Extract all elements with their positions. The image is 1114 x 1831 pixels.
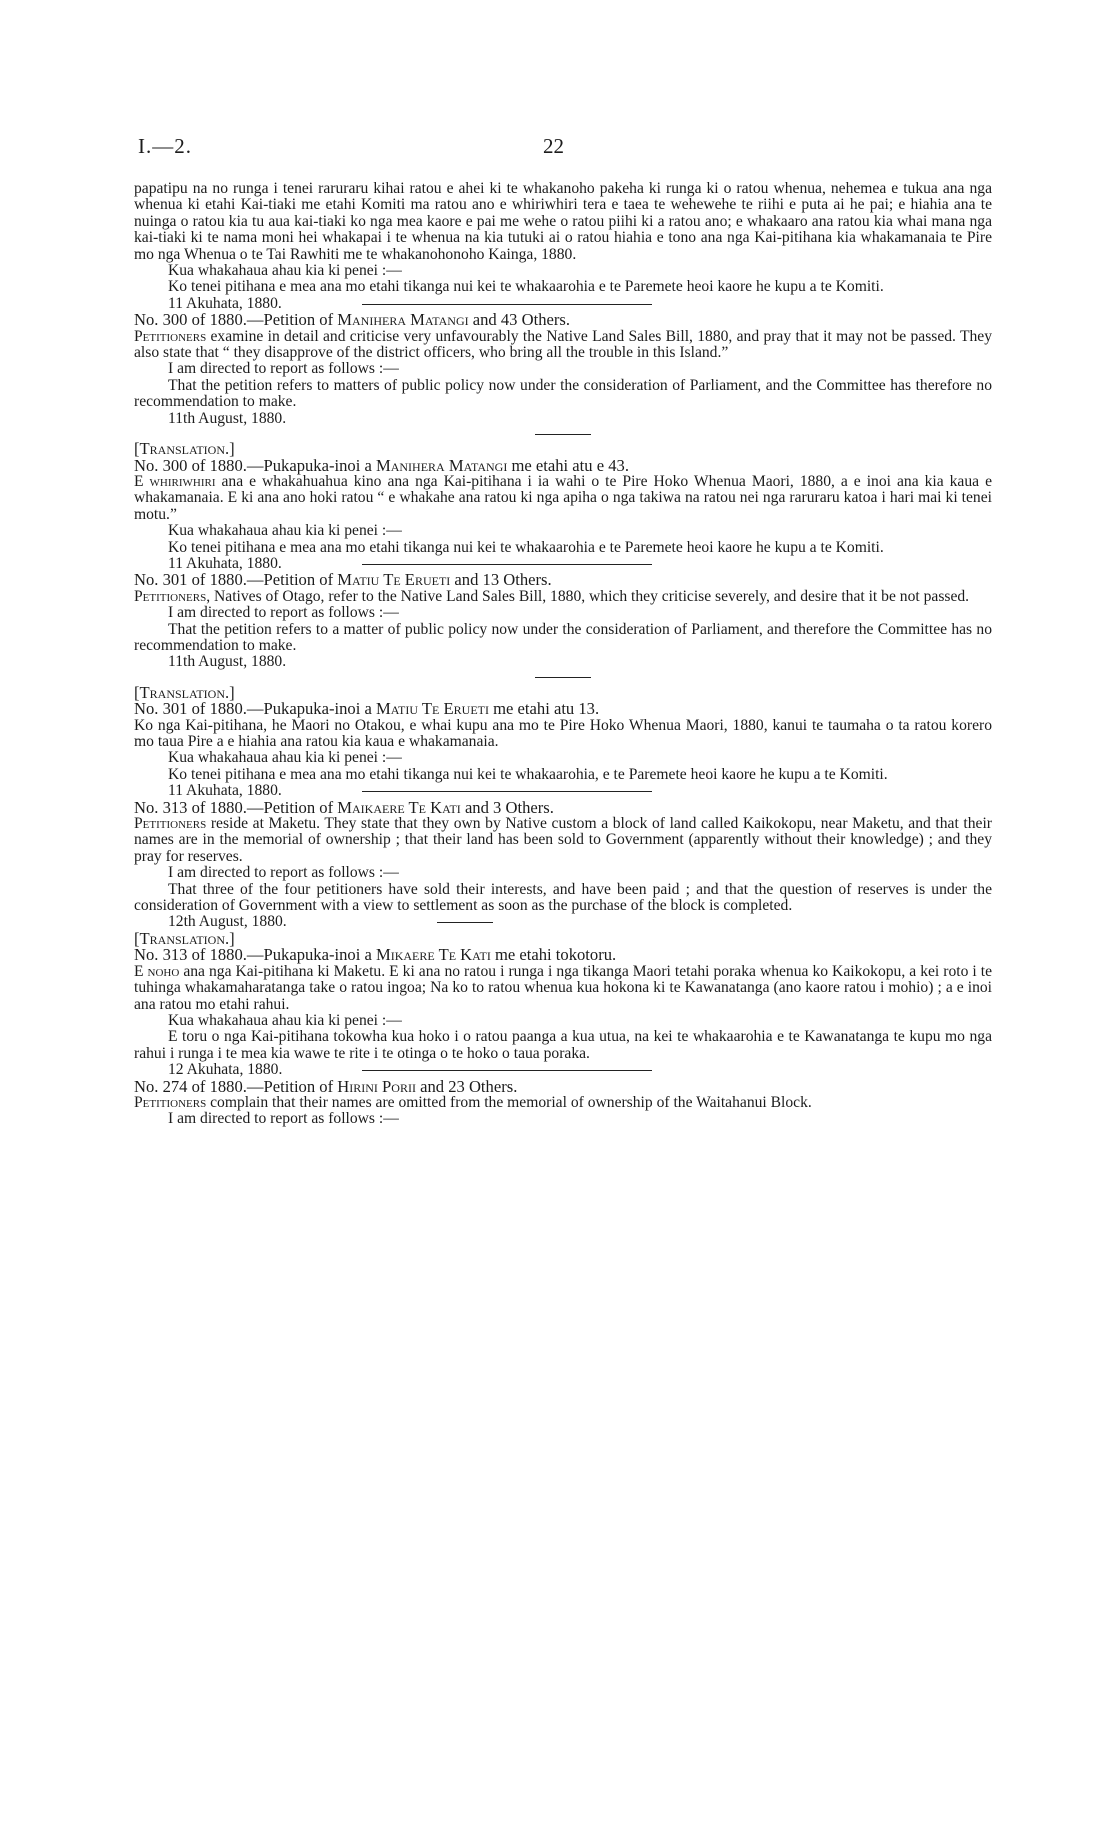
translation-301-directed: Kua whakahaua ahau kia ki penei :— [168,749,402,767]
translation-313-label: [Translation.] [134,928,235,948]
petition-300-report: That the petition refers to matters of public policy now under the consideration of Parliament, and the Committee has therefore no recommendation to make. [134,376,992,411]
intro-paragraph: papatipu na no runga i tenei raruraru kihai ratou e ahei ki te whakanoho pakeha ki runga ki o ratou whenua, nehemea e tukua ana nga whenua ki etahi Kai-tiaki me etahi Komiti ma ratou ano e whiriwhiri tera e taea te wehewehe te riihi e puta ai he pai; e hiahia ana te nuinga o ratou kia tu aua kai-tiaki ko nga mea kaore e pai me wehe o ratou piihi ki a ratou ano; e whakaaro ana ratou kia whai mana nga kai-tiaki ki te nama moni hei whakapai i te whenua na kia tutuki ai o ratou hiahia e tono ana nga Kai-pitihana kia whakamanaia te Pire mo nga Whenua o te Tai Rawhiti me te whakanohonoho Kainga, 1880. [134,180,992,263]
petition-313-date: 12th August, 1880. [168,913,287,931]
translation-313-directed: Kua whakahaua ahau kia ki penei :— [168,1011,402,1029]
translation-301-label: [Translation.] [134,682,235,702]
petition-301-report: That the petition refers to a matter of public policy now under the consideration of Parliament, and therefore the Committee has no recommendation to make. [134,620,992,654]
short-divider [535,677,591,678]
translation-301-report: Ko tenei pitihana e mea ana mo etahi tikanga nui kei te whakaarohia, e te Paremete heoi kaore he kupu a te Komiti. [168,765,888,783]
translation-301-title: No. 301 of 1880.—Pukapuka-inoi a Matiu Te Erueti me etahi atu 13. [134,699,600,719]
translation-313-body: E noho ana nga Kai-pitihana ki Maketu. E ki ana no ratou i runga i nga tikanga Maori tetahi poraka whenua ko Kaikokopu, a kei roto i te tuhinga whakamaharatanga take o ratou ingoa; Na ko to ratou whenua kua hokona ki te Kawanatanga (ano kaore ratou i mohio) ; a e inoi ana ratou mo etahi rahui. [134,962,992,1013]
translation-300-body: E whiriwhiri ana e whakahuahua kino ana nga Kai-pitihana i ia wahi o te Pire Hoko Whenua Maori, 1880, a e inoi ana kia kaua e whakamanaia. E ki ana ano hoki ratou “ e whakahe ana ratou ki nga apiha o nga takiwa na ratou nei nga raruraru katoa i hari mai ki tenei motu.” [134,472,992,523]
translation-300-label: [Translation.] [134,439,235,459]
page-number: 22 [543,134,564,158]
translation-300-directed: Kua whakahaua ahau kia ki penei :— [168,522,402,540]
petition-274-directed: I am directed to report as follows :— [168,1110,399,1128]
petitioner-name: Manihera Matangi [337,310,469,330]
translation-300-date: 11 Akuhata, 1880. [168,554,282,572]
intro-directed: Kua whakahaua ahau kia ki penei :— [168,262,402,280]
page-header [138,134,998,164]
petition-313-title: No. 313 of 1880.—Petition of Maikaere Te Kati and 3 Others. [134,797,554,817]
translation-300-report: Ko tenei pitihana e mea ana mo etahi tikanga nui kei te whakaarohia e te Paremete heoi kaore he kupu a te Komiti. [168,538,884,556]
petition-300-directed: I am directed to report as follows :— [168,360,399,378]
petition-313-directed: I am directed to report as follows :— [168,864,399,882]
intro-date: 11 Akuhata, 1880. [168,294,282,312]
petition-274-body: Petitioners complain that their names are omitted from the memorial of ownership of the Waitahanui Block. [134,1093,812,1111]
petition-300-body: Petitioners examine in detail and criticise very unfavourably the Native Land Sales Bill, 1880, and pray that it may not be passed. They also state that “ they disapprove of the district officers, who bring all the trouble in this Island.” [134,327,992,362]
translation-301-date: 11 Akuhata, 1880. [168,782,282,800]
petition-301-directed: I am directed to report as follows :— [168,604,399,622]
translation-313-report: E toru o nga Kai-pitihana tokowha kua hoko i o ratou paanga a kua utua, na kei te whakaarohia e te Kawanatanga te kupu mo nga rahui i runga i te mea kia wawe te rite i te otinga o te hoko o taua poraka. [134,1028,992,1062]
petition-300-date: 11th August, 1880. [168,409,287,427]
intro-report: Ko tenei pitihana e mea ana mo etahi tikanga nui kei te whakaarohia e te Paremete heoi kaore he kupu a te Komiti. [168,278,884,296]
translation-313-title: No. 313 of 1880.—Pukapuka-inoi a Mikaere Te Kati me etahi tokotoru. [134,945,617,965]
translation-300-title: No. 300 of 1880.—Pukapuka-inoi a Manihera Matangi me etahi atu e 43. [134,455,629,475]
petition-313-report: That three of the four petitioners have sold their interests, and have been paid ; and that the question of reserves is under the consideration of Government with a view to settlement as soon as the purchase of the block is completed. [134,880,992,915]
section-divider [362,1070,652,1071]
petition-301-title: No. 301 of 1880.—Petition of Matiu Te Erueti and 13 Others. [134,570,552,590]
petition-300-title: No. 300 of 1880.—Petition of Manihera Matangi and 43 Others. [134,310,571,330]
section-divider [362,564,652,565]
paper-reference: I.—2. [138,134,192,158]
page-content [134,181,992,1128]
section-divider [362,791,652,792]
short-divider [535,434,591,435]
petition-274-title: No. 274 of 1880.—Petition of Hirini Porii and 23 Others. [134,1076,518,1096]
petition-301-body: Petitioners, Natives of Otago, refer to the Native Land Sales Bill, 1880, which they criticise severely, and desire that it be not passed. [134,587,970,605]
short-divider [437,922,493,923]
translation-313-date: 12 Akuhata, 1880. [168,1061,283,1079]
petition-301-date: 11th August, 1880. [168,653,287,671]
petition-313-body: Petitioners reside at Maketu. They state that they own by Native custom a block of land called Kaikokopu, near Maketu, and that their names are in the memorial of ownership ; that their land has been sold to Government (apparently without their knowledge) ; and they pray for reserves. [134,815,992,865]
translation-301-body: Ko nga Kai-pitihana, he Maori no Otakou, e whai kupu ana mo te Pire Hoko Whenua Maori, 1880, kanui te taumaha o ta ratou korero mo taua Pire a e hiahia ana ratou kia kaua e whakamanaia. [134,716,992,750]
section-divider [362,304,652,305]
